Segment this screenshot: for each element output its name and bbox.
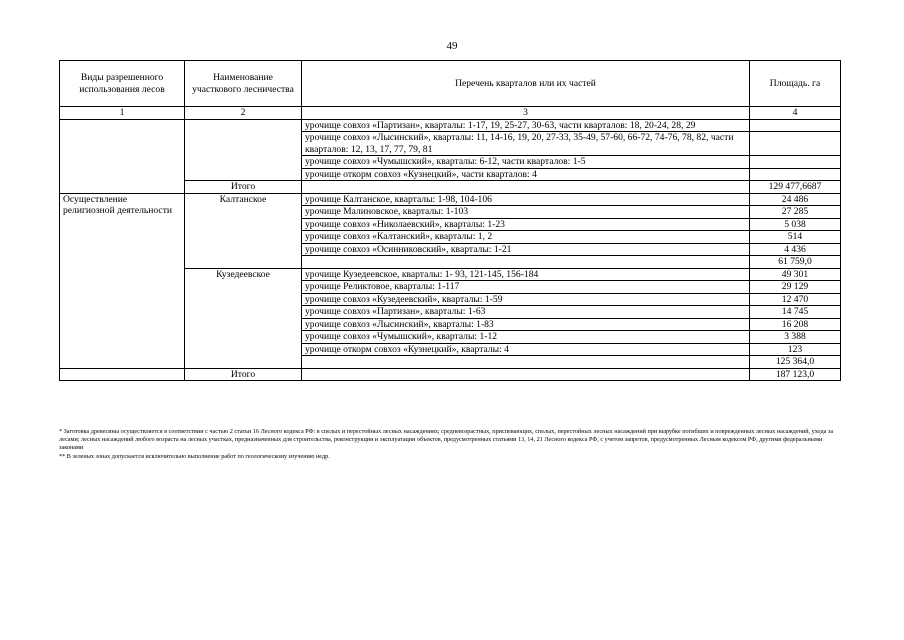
quarter-row-area: 16 208 [750,318,841,331]
quarter-row-text: урочище совхоз «Калтанский», кварталы: 1, 2 [302,231,750,244]
column-number: 1 [60,107,185,120]
footnotes [59,428,840,461]
column-number: 4 [750,107,841,120]
quarter-row-area: 3 388 [750,331,841,344]
page-number: 49 [446,40,458,52]
quarter-row-text: урочище Малиновское, кварталы: 1-103 [302,206,750,219]
subtotal-value: 61 759,0 [750,256,841,269]
total-value: 187 123,0 [750,368,841,381]
quarter-row-area [750,168,841,181]
total-spacer [302,368,750,381]
quarter-row-area: 514 [750,231,841,244]
quarter-row-area: 29 129 [750,281,841,294]
quarter-row-area: 49 301 [750,268,841,281]
quarter-row-area [750,156,841,169]
quarter-row-area: 5 038 [750,218,841,231]
quarter-row-text: урочище совхоз «Лысинский», кварталы: 11, 14-16, 19, 20, 27-33, 35-49, 57-60, 66-72, 74-76, 78, 82, части кварталов: 12, 13, 17, 77, 79, 81 [302,132,750,156]
column-number: 2 [185,107,302,120]
quarter-row-area: 24 486 [750,193,841,206]
total-label: Итого [185,368,302,381]
column-number: 3 [302,107,750,120]
quarter-row-text: урочище совхоз «Лысинский», кварталы: 1-83 [302,318,750,331]
quarter-row-area: 12 470 [750,293,841,306]
use-type-religious: Осуществление религиозной деятельности [60,193,185,368]
quarter-row-text: урочище откорм совхоз «Кузнецкий», кварталы: 4 [302,343,750,356]
forestry-kaltanskoe: Калтанское [185,193,302,268]
subtotal-spacer [302,256,750,269]
quarter-row-text: урочище совхоз «Партизан», кварталы: 1-17, 19, 25-27, 30-63, части кварталов: 18, 20-24, 28, 29 [302,119,750,132]
footnote-logging: * Заготовка древесины осуществляется в соответствии с частью 2 статьи 16 Лесного кодекса РФ: в спелых и перестойных лесных насаждениях; средневозрастных, приспевающих, спелых, перестойных лесных насаждений при вырубке погибших и поврежденных лесных насаждений, ухода за лесами; лесных насаждений любого возраста на лесных участках, предназначенных для строительства, реконструкции и эксплуатации объектов, предусмотренных статьями 13, 14, 21 Лесного кодекса РФ, с учетом запретов, предусмотренных Лесным кодексом РФ, другими федеральными законами [59,428,834,452]
header-use-type: Виды разрешенного использования лесов [60,61,185,107]
header-quarters-list: Перечень кварталов или их частей [302,61,750,107]
total-value: 129 477,6687 [750,181,841,194]
quarter-row-area: 14 745 [750,306,841,319]
subtotal-value: 125 364,0 [750,356,841,369]
forestry-kuzedeevskoe: Кузедеевское [185,268,302,368]
quarter-row-text: урочище Кузедеевское, кварталы: 1- 93, 121-145, 156-184 [302,268,750,281]
header-forestry-name: Наименование участкового лесничества [185,61,302,107]
quarter-row-text: урочище откорм совхоз «Кузнецкий», части кварталов: 4 [302,168,750,181]
quarter-row-text: урочище совхоз «Осинниковский», кварталы: 1-21 [302,243,750,256]
quarter-row-area: 123 [750,343,841,356]
header-area: Площадь. га [750,61,841,107]
total-use-type-cell [60,368,185,381]
use-type-cell-empty [60,119,185,193]
quarter-row-area: 4 436 [750,243,841,256]
quarter-row-text: урочище совхоз «Кузедеевский», кварталы: 1-59 [302,293,750,306]
quarter-row-text: урочище совхоз «Чумышский», кварталы: 6-12, части кварталов: 1-5 [302,156,750,169]
quarter-row-text: урочище Реликтовое, кварталы: 1-117 [302,281,750,294]
quarter-row-text: урочище совхоз «Николаевский», кварталы: 1-23 [302,218,750,231]
total-label: Итого [185,181,302,194]
forest-quarters-table [59,60,841,381]
subtotal-spacer [302,356,750,369]
footnote-green-zones: ** В зеленых зонах допускается исключительно выполнение работ по геологическому изучению недр. [59,452,330,460]
total-spacer [302,181,750,194]
quarter-row-text: урочище совхоз «Партизан», кварталы: 1-63 [302,306,750,319]
quarter-row-text: урочище совхоз «Чумышский», кварталы: 1-12 [302,331,750,344]
forestry-cell-empty [185,119,302,181]
quarter-row-area [750,119,841,132]
quarter-row-area: 27 285 [750,206,841,219]
quarter-row-text: урочище Калтанское, кварталы: 1-98, 104-106 [302,193,750,206]
quarter-row-area [750,132,841,156]
